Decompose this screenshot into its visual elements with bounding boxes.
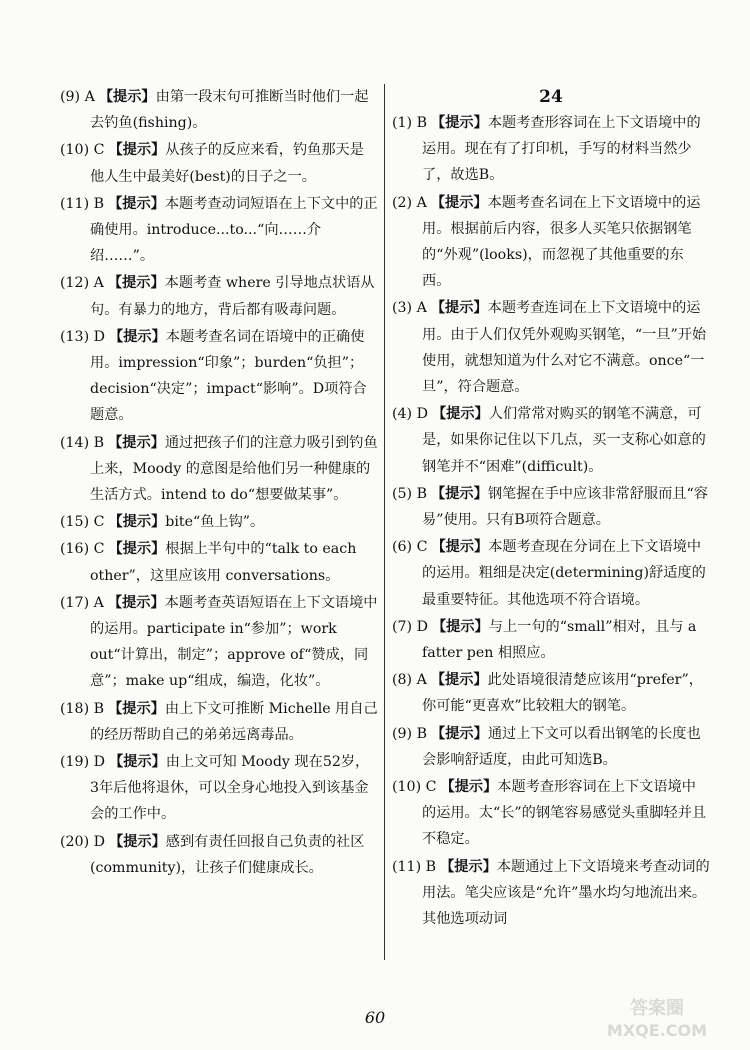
answer-explanation: 由第一段末句可推断当时他们一起去钓鱼(fishing)。 [90, 89, 369, 132]
answer-entry [392, 667, 710, 719]
answer-entry [392, 534, 710, 613]
answer-explanation: 本题考查形容词在上下文语境中的运用。现在有了打印机，手写的材料当然少了，故选B。 [422, 115, 701, 184]
answer-entry [60, 324, 378, 429]
answer-explanation: 本题考查英语短语在上下文语境中的运用。participate in“参加”；work out“计算出，制定”；approve of“赞成，同意”；make up“组成，编造，化妆”。 [90, 594, 378, 690]
answer-explanation: 根据上半句中的“talk to each other”，这里应该用 conversations。 [90, 541, 357, 584]
hint-label: 【提示】 [431, 725, 488, 742]
answer-entry [392, 854, 710, 933]
hint-label: 【提示】 [109, 328, 166, 345]
hint-label: 【提示】 [431, 485, 488, 502]
hint-label: 【提示】 [430, 194, 488, 211]
answer-number: (3) A [392, 300, 427, 317]
answer-number: (5) B [392, 485, 428, 502]
hint-label: 【提示】 [431, 115, 488, 131]
answer-entry [392, 774, 710, 853]
column-divider [384, 84, 385, 960]
answer-number: (16) C [60, 541, 105, 558]
answer-entry [392, 401, 710, 480]
answer-entry [60, 749, 378, 828]
hint-label: 【提示】 [431, 618, 489, 635]
answer-explanation: bite“鱼上钩”。 [165, 514, 265, 531]
answer-entry [60, 696, 378, 748]
answer-explanation: 由上下文可推断 Michelle 用自己的经历帮助自己的弟弟远离毒品。 [90, 700, 378, 743]
hint-label: 【提示】 [430, 300, 488, 317]
answer-number: (9) B [392, 725, 428, 742]
answer-number: (18) B [60, 700, 105, 717]
answer-entry [60, 84, 378, 136]
answer-entry [60, 430, 378, 509]
hint-label: 【提示】 [108, 541, 166, 558]
answer-number: (4) D [392, 406, 428, 423]
answer-explanation: 人们常常对购买的钢笔不满意，可是，如果你记住以下几点，买一支称心如意的钢笔并不“困难”(difficult)。 [422, 406, 706, 475]
answer-explanation: 由上文可知 Moody 现在52岁，3年后他将退休，可以全身心地投入到该基金会的工作中。 [90, 754, 370, 823]
answer-number: (1) B [392, 115, 428, 131]
svg-text:答案圈: 答案圈 [630, 998, 684, 1019]
watermark-logo [582, 992, 732, 1042]
answer-number: (2) A [392, 194, 427, 211]
answer-number: (11) B [60, 195, 105, 212]
hint-label: 【提示】 [108, 195, 165, 212]
answer-number: (12) A [60, 275, 104, 292]
hint-label: 【提示】 [109, 833, 166, 850]
page-number: 60 [364, 1008, 386, 1027]
answer-entry [60, 270, 378, 322]
hint-label: 【提示】 [98, 89, 156, 105]
hint-label: 【提示】 [108, 514, 166, 531]
answer-explanation: 钢笔握在手中应该非常舒服而且“容易”使用。只有B项符合题意。 [422, 485, 708, 529]
right-column [392, 84, 710, 933]
answer-number: (20) D [60, 833, 106, 850]
answer-explanation: 从孩子的反应来看，钓鱼那天是他人生中最美好(best)的日子之一。 [90, 142, 364, 185]
answer-number: (17) A [60, 594, 104, 611]
answer-explanation: 通过把孩子们的注意力吸引到钓鱼上来，Moody 的意图是给他们另一种健康的生活方式。intend to do“想要做某事”。 [90, 434, 378, 504]
answer-number: (13) D [60, 328, 106, 345]
hint-label: 【提示】 [108, 700, 165, 717]
answer-entry [392, 721, 710, 773]
answer-number: (15) C [60, 514, 105, 531]
answer-explanation: 本题考查动词短语在上下文中的正确使用。introduce...to...“向……介绍……”。 [90, 195, 378, 265]
answer-number: (14) B [60, 434, 105, 451]
answer-number: (7) D [392, 618, 428, 635]
hint-label: 【提示】 [107, 594, 165, 611]
answer-entry [392, 110, 710, 189]
hint-label: 【提示】 [107, 275, 165, 292]
answer-number: (6) C [392, 539, 428, 556]
section-title: 24 [539, 87, 563, 107]
answer-entry [392, 295, 710, 400]
answer-explanation: 通过上下文可以看出钢笔的长度也会影响舒适度，由此可知选B。 [422, 725, 701, 768]
left-column [60, 84, 378, 882]
answer-entry [392, 481, 710, 533]
answer-explanation: 此处语境很清楚应该用“prefer”，你可能“更喜欢”比较粗大的钢笔。 [422, 672, 703, 715]
answer-number: (8) A [392, 672, 427, 689]
answer-number: (10) C [392, 779, 437, 796]
answer-explanation: 本题考查 where 引导地点状语从句。有暴力的地方，背后都有吸毒问题。 [90, 275, 375, 318]
answer-number: (19) D [60, 754, 106, 771]
answer-explanation: 本题考查连词在上下文语境中的运用。由于人们仅凭外观购买钢笔，“一旦”开始使用，就想知道为什么对它不满意。once“一旦”，符合题意。 [422, 300, 707, 396]
answer-entry [60, 137, 378, 189]
hint-label: 【提示】 [431, 406, 489, 423]
answer-number: (11) B [392, 858, 437, 875]
hint-label: 【提示】 [440, 779, 498, 796]
answer-entry [60, 191, 378, 270]
hint-label: 【提示】 [440, 858, 497, 875]
answer-entry [60, 509, 378, 535]
svg-text:MXQE.COM: MXQE.COM [606, 1021, 708, 1040]
answer-explanation: 本题考查名词在语境中的正确使用。impression“印象”；burden“负担”；decision“决定”；impact“影响”。D项符合题意。 [90, 328, 367, 424]
hint-label: 【提示】 [108, 142, 166, 159]
hint-label: 【提示】 [109, 754, 166, 771]
answer-explanation: 本题考查形容词在上下文语境中的运用。太“长”的钢笔容易感觉头重脚轻并且不稳定。 [422, 779, 707, 848]
answer-number: (9) A [60, 89, 95, 105]
answer-entry [60, 536, 378, 588]
answer-entry [60, 590, 378, 695]
answer-explanation: 本题通过上下文语境来考查动词的用法。笔尖应该是“允许”墨水均匀地流出来。其他选项动词 [422, 858, 710, 928]
answer-entry [392, 190, 710, 295]
answer-number: (10) C [60, 142, 105, 159]
answer-explanation: 本题考查现在分词在上下文语境中的运用。粗细是决定(determining)舒适度的最重要特征。其他选项不符合语境。 [422, 539, 706, 608]
answer-explanation: 与上一句的“small”相对，且与 a fatter pen 相照应。 [422, 618, 697, 662]
hint-label: 【提示】 [431, 539, 489, 556]
answer-explanation: 本题考查名词在上下文语境中的运用。根据前后内容，很多人买笔只依据钢笔的“外观”(looks)，而忽视了其他重要的东西。 [422, 194, 701, 290]
hint-label: 【提示】 [108, 434, 165, 451]
answer-explanation: 感到有责任回报自己负责的社区(community)，让孩子们健康成长。 [90, 833, 365, 876]
answer-entry [392, 614, 710, 666]
answer-entry [60, 829, 378, 881]
hint-label: 【提示】 [430, 672, 488, 689]
